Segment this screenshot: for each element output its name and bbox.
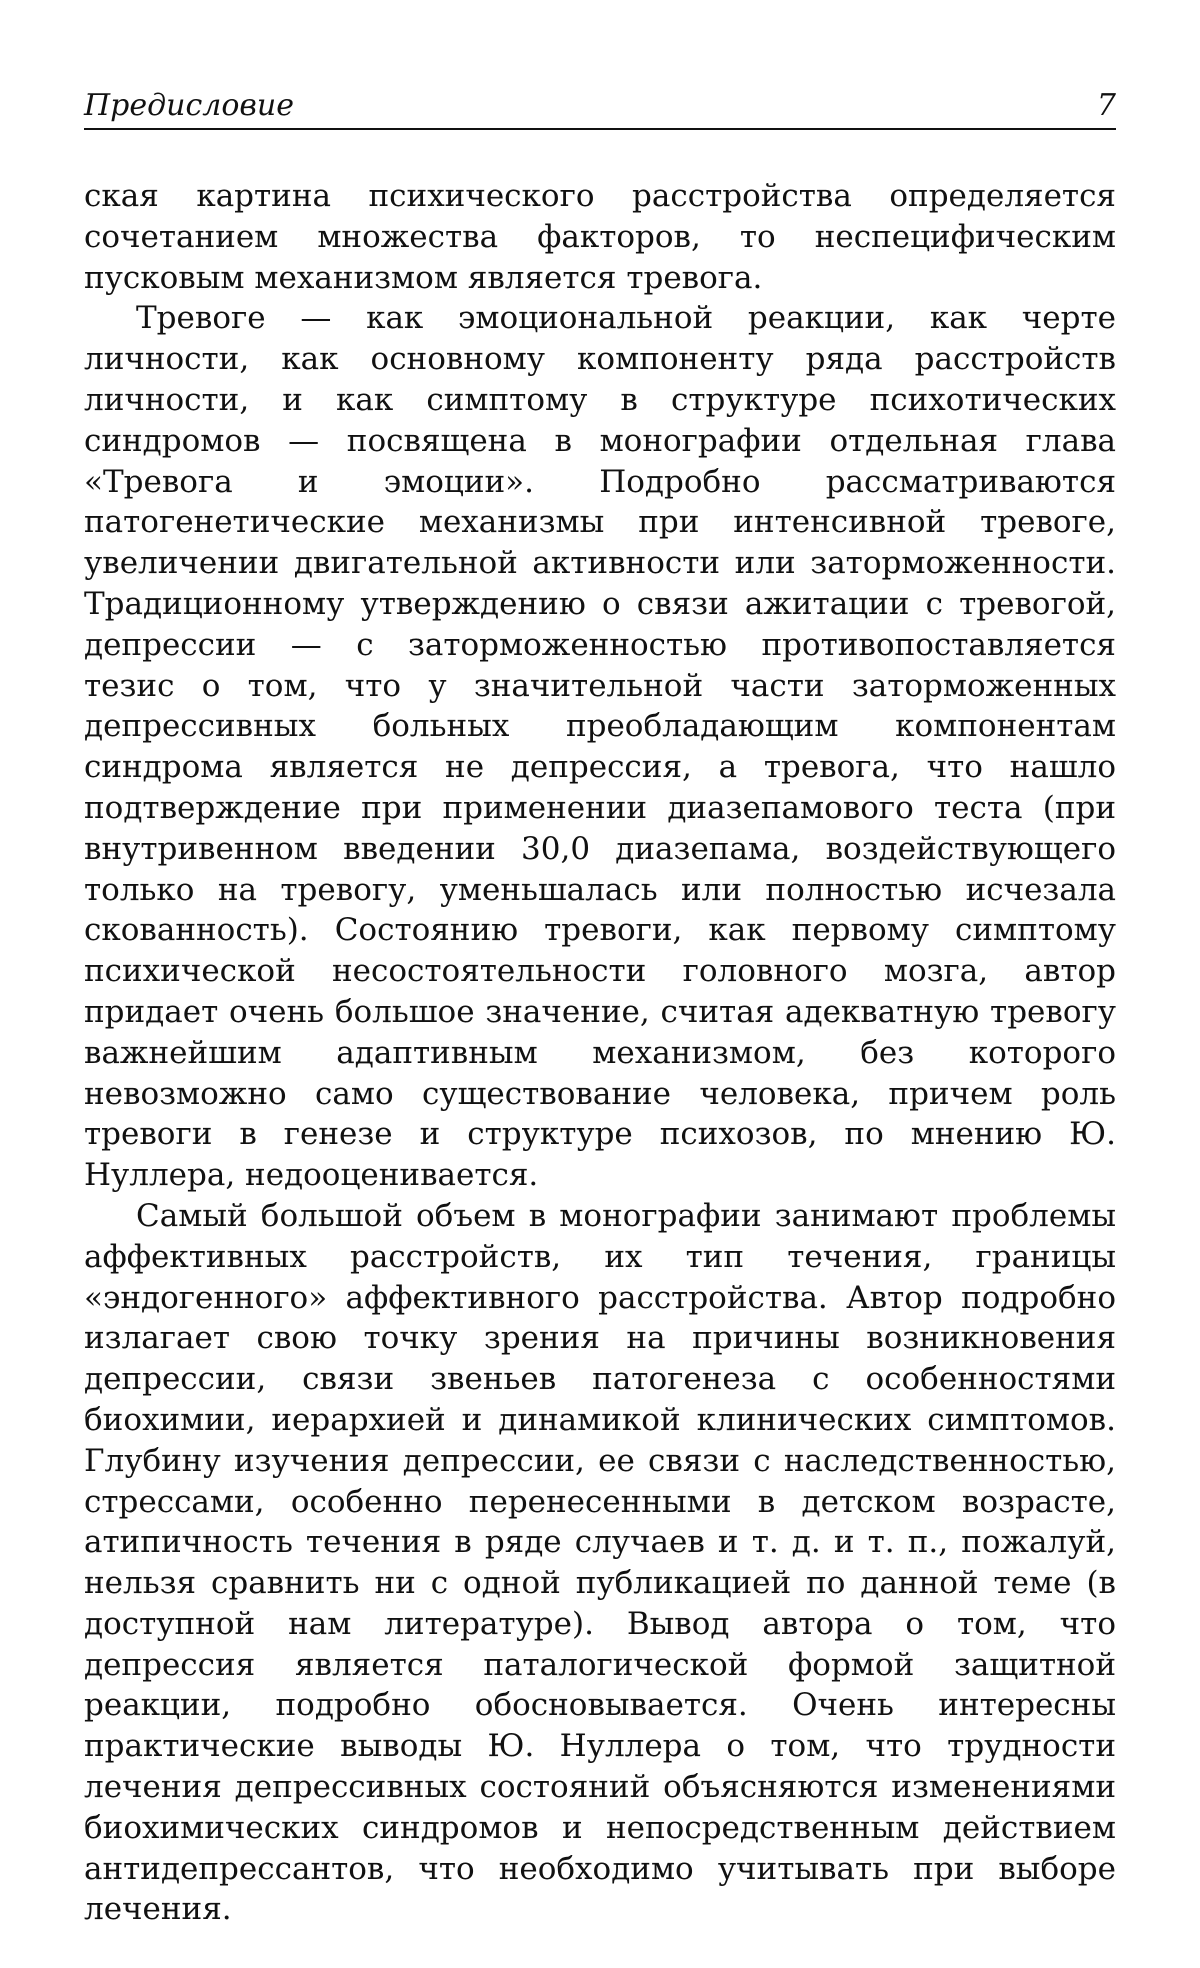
running-head <box>84 84 1116 124</box>
paragraph-3: Самый большой объем в монографии занимают проблемы аффективных расстройств, их тип течения, границы «эндогенного» аффективного расстройства. Автор подробно излагает свою точку зрения на причины возникновения депрессии, связи звеньев патогенеза с особенностями биохимии, иерархией и динамикой клинических симптомов. Глубину изучения депрессии, ее связи с наследственностью, стрессами, особенно перенесенными в детском возрасте, атипичность течения в ряде случаев и т. д. и т. п., пожалуй, нельзя сравнить ни с одной публикацией по данной теме (в доступной нам литературе). Вывод автора о том, что депрессия является паталогической формой защитной реакции, подробно обосновывается. Очень интересны практические выводы Ю. Нуллера о том, что трудности лечения депрессивных состояний объясняются изменениями биохимических синдромов и непосредственным действием антидепрессантов, что необходимо учитывать при выборе лечения. <box>84 1197 1116 1928</box>
book-page <box>84 84 1116 1930</box>
paragraph-2: Тревоге — как эмоциональной реакции, как черте личности, как основному компоненту ряда расстройств личности, и как симптому в структуре психотических синдромов — посвящена в монографии отдельная глава «Тревога и эмоции». Подробно рассматриваются патогенетические механизмы при интенсивной тревоге, увеличении двигательной активности или заторможенности. Традиционному утверждению о связи ажитации с тревогой, депрессии — с заторможенностью противопоставляется тезис о том, что у значительной части заторможенных депрессивных больных преобладающим компонентам синдрома является не депрессия, а тревога, что нашло подтверждение при применении диазепамового теста (при внутривенном введении 30,0 диазепама, воздействующего только на тревогу, уменьшалась или полностью исчезала скованность). Состоянию тревоги, как первому симптому психической несостоятельности головного мозга, автор придает очень большое значение, считая адекватную тревогу важнейшим адаптивным механизмом, без которого невозможно само существование человека, причем роль тревоги в генезе и структуре психозов, по мнению Ю. Нуллера, недооценивается. <box>84 300 1116 1194</box>
section-title: Предисловие <box>84 88 294 123</box>
page-number: 7 <box>1096 88 1116 123</box>
paragraph-1: ская картина психического расстройства определяется сочетанием множества факторов, то неспецифическим пусковым механизмом является тревога. <box>84 178 1116 296</box>
body-text <box>84 176 1116 1930</box>
header-rule <box>84 128 1116 130</box>
